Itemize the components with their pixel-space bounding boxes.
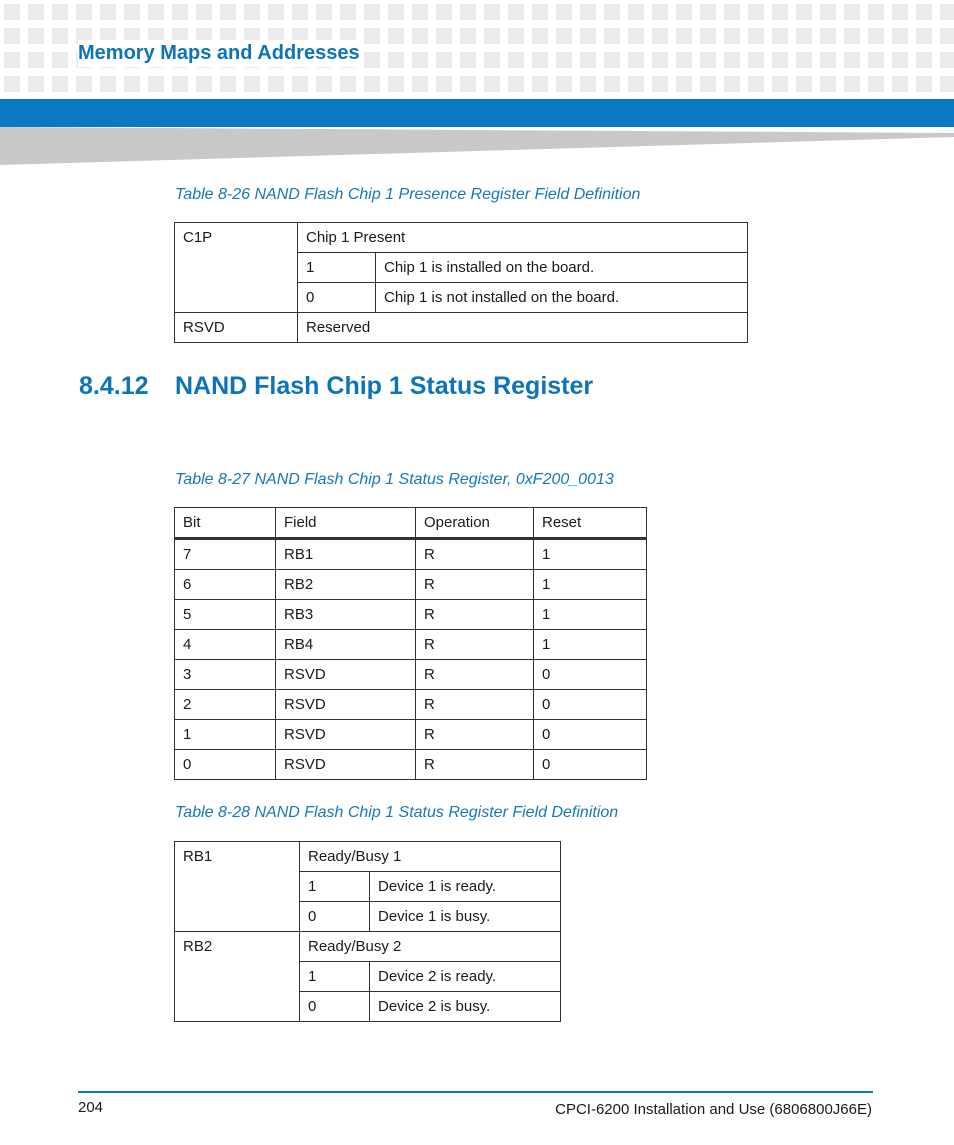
section-heading [79, 372, 593, 401]
page-number: 204 [78, 1099, 104, 1116]
table-cell: 0 [298, 283, 376, 313]
table-cell: 6 [175, 570, 276, 600]
table-cell: Chip 1 Present [298, 223, 748, 253]
table-row [175, 720, 647, 750]
table-cell: RSVD [276, 750, 416, 780]
table-cell: RB2 [276, 570, 416, 600]
table-cell: Device 2 is ready. [370, 962, 561, 992]
column-header: Reset [534, 508, 647, 539]
table-cell: R [416, 539, 534, 570]
table-row [175, 690, 647, 720]
table-cell: 5 [175, 600, 276, 630]
table-row [175, 600, 647, 630]
table-cell: R [416, 750, 534, 780]
table-row [175, 750, 647, 780]
header-title: Memory Maps and Addresses [78, 40, 364, 67]
table-cell: 0 [534, 660, 647, 690]
table-cell: RB1 [276, 539, 416, 570]
table-cell: Reserved [298, 313, 748, 343]
header-blue-bar [0, 99, 954, 127]
table-8-28 [174, 841, 561, 1022]
table-cell: 7 [175, 539, 276, 570]
table-cell: Device 1 is ready. [370, 872, 561, 902]
table-cell: C1P [175, 223, 298, 313]
table-cell: Device 2 is busy. [370, 992, 561, 1022]
table-cell: Chip 1 is installed on the board. [376, 253, 748, 283]
table-cell: 1 [534, 570, 647, 600]
table-cell: 1 [298, 253, 376, 283]
table-cell: RSVD [276, 720, 416, 750]
section-number: 8.4.12 [79, 372, 149, 400]
table-cell: RSVD [276, 690, 416, 720]
table-cell: RB1 [175, 842, 300, 932]
table-cell: Ready/Busy 2 [300, 932, 561, 962]
table-cell: RSVD [276, 660, 416, 690]
table-cell: Device 1 is busy. [370, 902, 561, 932]
header-gray-wedge [0, 127, 954, 165]
table-cell: Chip 1 is not installed on the board. [376, 283, 748, 313]
column-header: Field [276, 508, 416, 539]
table-row [175, 660, 647, 690]
table-cell: R [416, 690, 534, 720]
table-cell: 2 [175, 690, 276, 720]
column-header: Bit [175, 508, 276, 539]
table-cell: 3 [175, 660, 276, 690]
table-8-26-caption: Table 8-26 NAND Flash Chip 1 Presence Register Field Definition [175, 186, 641, 203]
table-row [175, 630, 647, 660]
table-row [175, 313, 748, 343]
table-cell: R [416, 600, 534, 630]
table-cell: 1 [300, 872, 370, 902]
table-row [175, 570, 647, 600]
table-8-26 [174, 222, 748, 343]
table-cell: 0 [175, 750, 276, 780]
table-cell: RB4 [276, 630, 416, 660]
table-cell: R [416, 720, 534, 750]
table-8-27 [174, 507, 647, 780]
table-header-row [175, 508, 647, 539]
footer-divider [78, 1091, 873, 1093]
table-cell: 0 [534, 690, 647, 720]
table-cell: RSVD [175, 313, 298, 343]
table-cell: R [416, 630, 534, 660]
table-cell: 1 [534, 539, 647, 570]
table-cell: R [416, 570, 534, 600]
section-title: NAND Flash Chip 1 Status Register [175, 372, 594, 400]
table-cell: 1 [534, 600, 647, 630]
table-cell: 0 [300, 992, 370, 1022]
table-cell: 1 [300, 962, 370, 992]
table-cell: RB3 [276, 600, 416, 630]
table-cell: R [416, 660, 534, 690]
table-cell: Ready/Busy 1 [300, 842, 561, 872]
column-header: Operation [416, 508, 534, 539]
table-cell: 0 [534, 750, 647, 780]
document-title: CPCI-6200 Installation and Use (6806800J66E) [555, 1101, 872, 1118]
table-cell: 4 [175, 630, 276, 660]
table-cell: 0 [300, 902, 370, 932]
table-row [175, 842, 561, 872]
table-row [175, 223, 748, 253]
table-cell: 1 [175, 720, 276, 750]
table-8-27-caption: Table 8-27 NAND Flash Chip 1 Status Register, 0xF200_0013 [175, 471, 614, 488]
table-row [175, 539, 647, 570]
table-8-28-caption: Table 8-28 NAND Flash Chip 1 Status Register Field Definition [175, 804, 619, 821]
table-cell: 1 [534, 630, 647, 660]
table-cell: RB2 [175, 932, 300, 1022]
table-row [175, 932, 561, 962]
table-cell: 0 [534, 720, 647, 750]
